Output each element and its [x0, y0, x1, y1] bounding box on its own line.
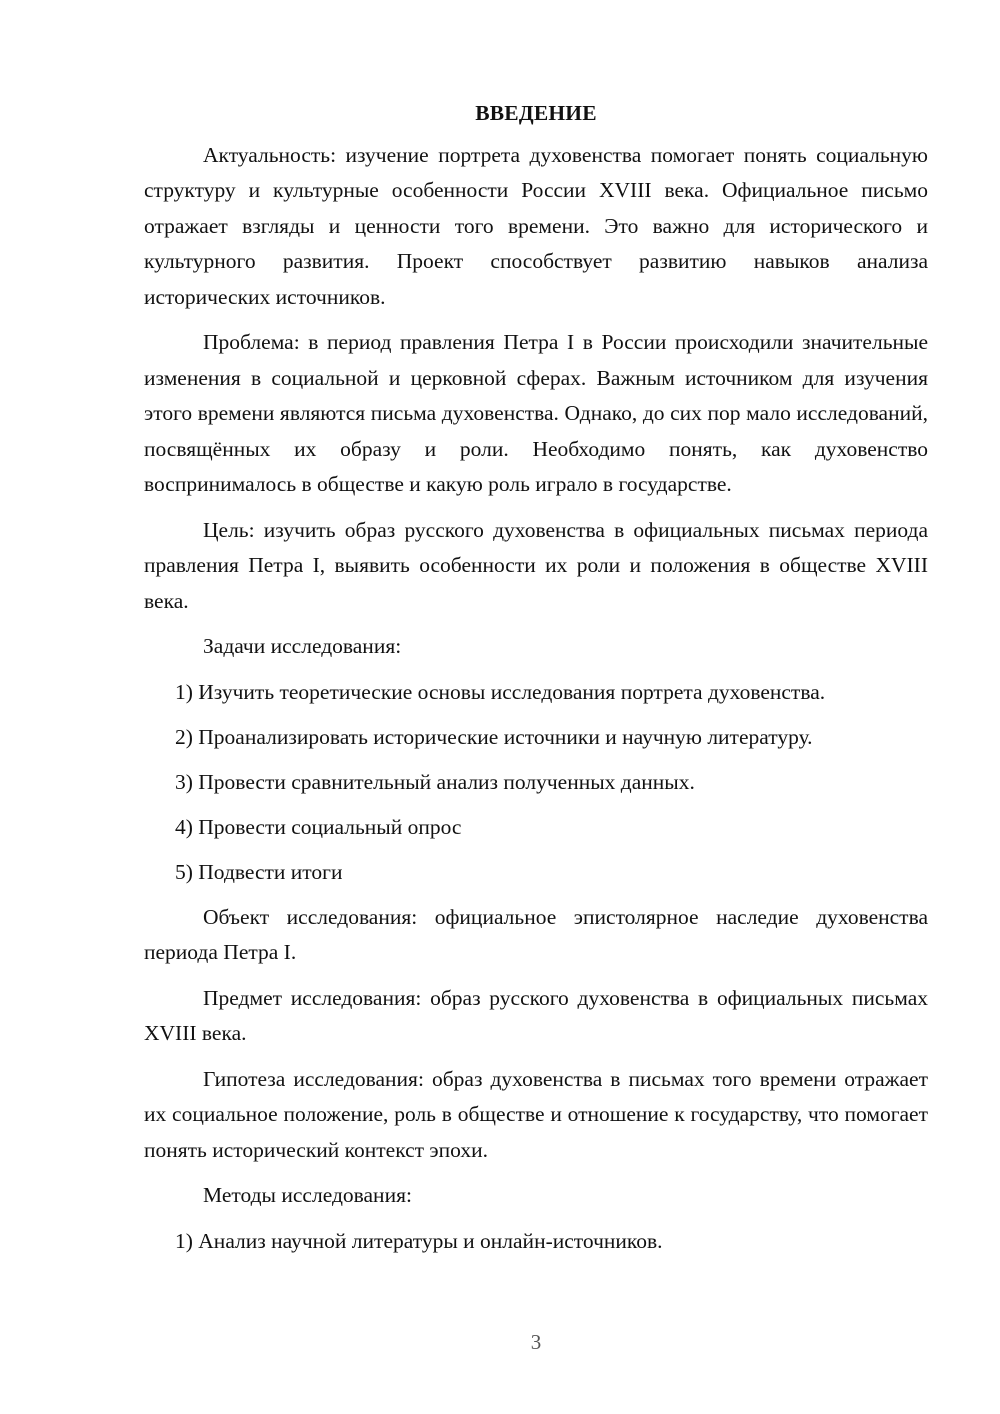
task-item: 4) Провести социальный опрос — [175, 814, 462, 839]
task-item: 2) Проанализировать исторические источники и научную литературу. — [175, 724, 813, 749]
relevance-paragraph: Актуальность: изучение портрета духовенства помогает понять социальную структуру и культурные особенности России XVIII века. Официальное письмо отражает взгляды и ценности того времени. Это важно для исторического и культурного развития. Проект способствует развитию навыков анализа исторических источников. — [144, 142, 928, 309]
hypothesis-paragraph: Гипотеза исследования: образ духовенства в письмах того времени отражает их социальное положение, роль в обществе и отношение к государству, что помогает понять исторический контекст эпохи. — [144, 1066, 928, 1162]
problem-paragraph: Проблема: в период правления Петра I в России происходили значительные изменения в социальной и церковной сферах. Важным источником для изучения этого времени являются письма духовенства. Однако, до сих пор мало исследований, посвящённых их образу и роли. Необходимо понять, как духовенство воспринималось в обществе и какую роль играло в государстве. — [144, 330, 928, 496]
task-item: 1) Изучить теоретические основы исследования портрета духовенства. — [175, 679, 826, 704]
goal-paragraph: Цель: изучить образ русского духовенства в официальных письмах периода правления Петра I, выявить особенности их роли и положения в обществе XVIII века. — [144, 517, 928, 613]
section-title: ВВЕДЕНИЕ — [475, 101, 597, 125]
subject-paragraph: Предмет исследования: образ русского духовенства в официальных письмах XVIII века. — [144, 985, 928, 1045]
task-item: 3) Провести сравнительный анализ полученных данных. — [175, 769, 695, 794]
methods-heading: Методы исследования: — [203, 1183, 412, 1207]
task-item: 5) Подвести итоги — [175, 859, 343, 884]
method-item: 1) Анализ научной литературы и онлайн-источников. — [175, 1228, 663, 1253]
tasks-list — [144, 675, 928, 891]
page-number: 3 — [530, 1330, 542, 1354]
tasks-heading: Задачи исследования: — [203, 634, 402, 658]
object-paragraph: Объект исследования: официальное эпистолярное наследие духовенства периода Петра I. — [144, 904, 928, 964]
page-content — [144, 96, 928, 1269]
methods-list — [144, 1224, 928, 1260]
